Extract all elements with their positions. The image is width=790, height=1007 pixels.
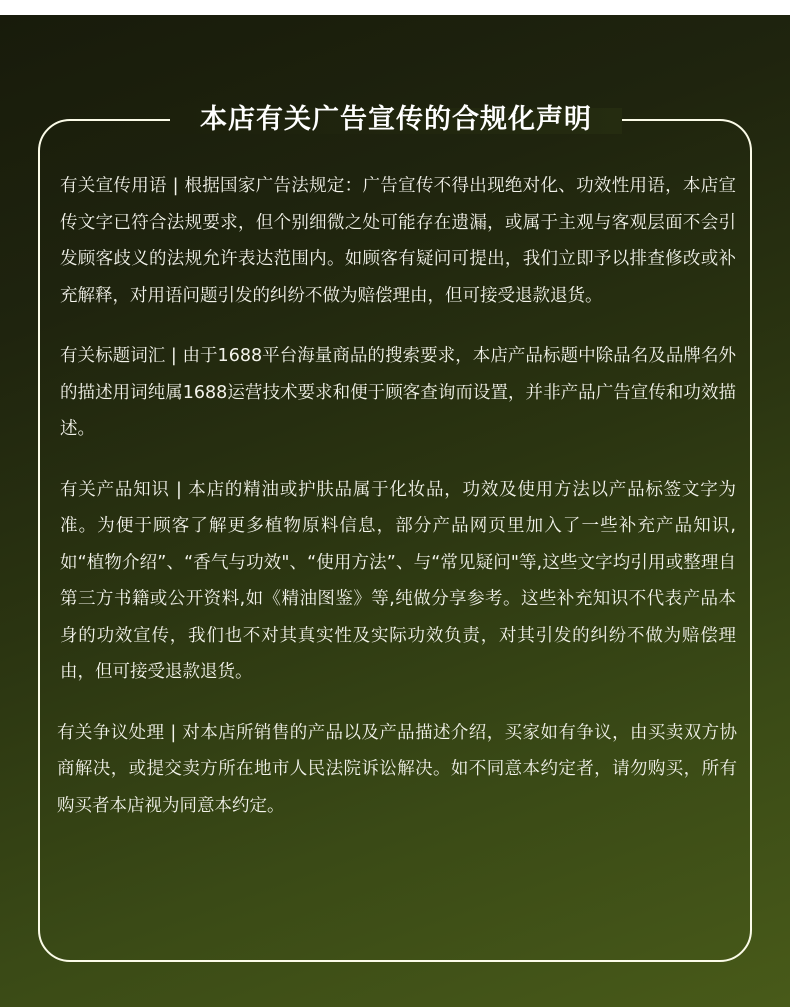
page-title: 本店有关广告宣传的合规化声明 bbox=[200, 104, 592, 135]
section-separator: | bbox=[164, 722, 183, 743]
section-label: 有关产品知识 bbox=[60, 479, 170, 500]
top-white-strip bbox=[0, 0, 790, 15]
declaration-content bbox=[57, 168, 738, 848]
section-label: 有关争议处理 bbox=[57, 722, 165, 743]
section-separator: | bbox=[169, 479, 189, 500]
section-label: 有关宣传用语 bbox=[60, 176, 167, 196]
section-advertising-terms bbox=[60, 168, 736, 314]
section-body: 本店的精油或护肤品属于化妆品，功效及使用方法以产品标签文字为准。为便于顾客了解更多植物原料信息，部分产品网页里加入了一些补充产品知识,如“植物介绍”、“香气与功效"、“使用方法”、与“常见疑问"等,这些文字均引用或整理自第三方书籍或公开资料,如《精油图鉴》等,纯做分享参考。这些补充知识不代表产品本身的功效宣传，我们也不对其真实性及实际功效负责，对其引发的纠纷不做为赔偿理由，但可接受退款退货。 bbox=[60, 479, 736, 682]
section-separator: | bbox=[166, 176, 185, 196]
section-separator: | bbox=[165, 346, 183, 366]
section-product-knowledge bbox=[60, 472, 736, 691]
section-title-keywords bbox=[60, 338, 736, 448]
section-dispute-handling bbox=[57, 715, 737, 825]
section-body: 根据国家广告法规定：广告宣传不得出现绝对化、功效性用语，本店宣传文字已符合法规要求，但个别细微之处可能存在遗漏，或属于主观与客观层面不会引发顾客歧义的法规允许表达范围内。如顾客有疑问可提出，我们立即予以排查修改或补充解释，对用语问题引发的纠纷不做为赔偿理由，但可接受退款退货。 bbox=[60, 176, 737, 306]
section-body: 对本店所销售的产品以及产品描述介绍，买家如有争议，由买卖双方协商解决，或提交卖方所在地市人民法院诉讼解决。如不同意本约定者，请勿购买，所有购买者本店视为同意本约定。 bbox=[57, 722, 738, 816]
section-body: 由于1688平台海量商品的搜索要求，本店产品标题中除品名及品牌名外的描述用词纯属1688运营技术要求和便于顾客查询而设置，并非产品广告宣传和功效描述。 bbox=[60, 346, 736, 439]
section-label: 有关标题词汇 bbox=[60, 346, 166, 366]
